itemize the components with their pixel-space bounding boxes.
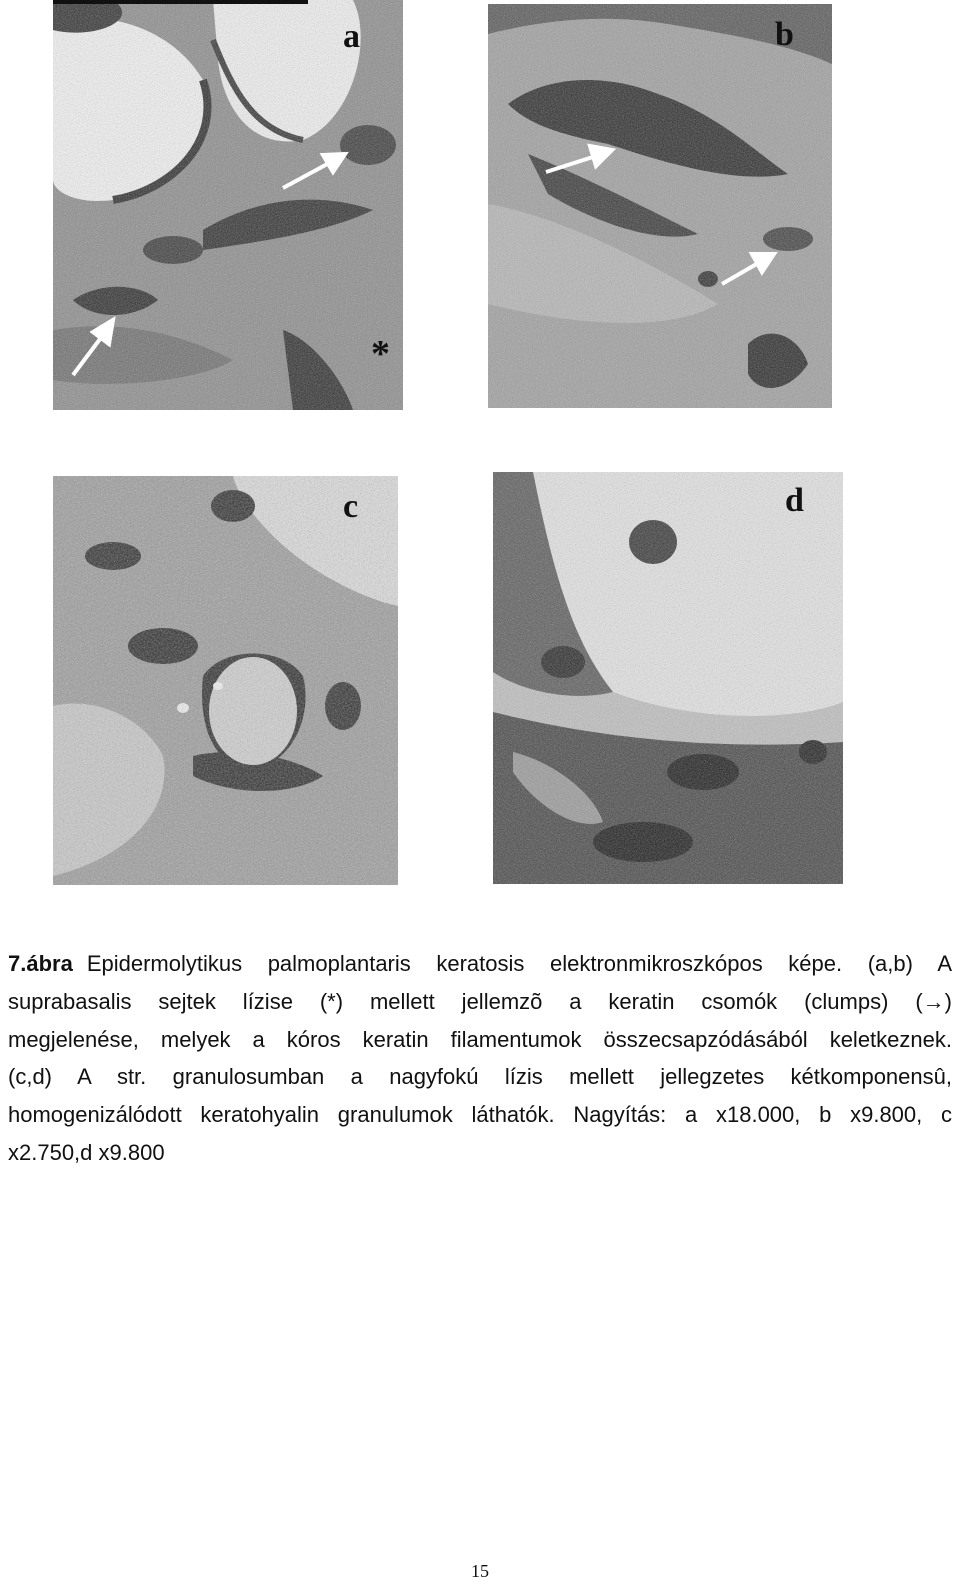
panel-label-c: c [343, 488, 359, 525]
micrograph-image-a [53, 0, 403, 410]
caption-line-3: megjelenése, melyek a kóros keratin filamentumok összecsapzódásából keletkeznek. [8, 1026, 952, 1052]
micrograph-image-d [493, 472, 843, 884]
micrograph-image-c [53, 476, 398, 885]
caption-line-2: suprabasalis sejtek lízise (*) mellett jellemzõ a keratin csomók (clumps) (→) [8, 988, 952, 1014]
micrograph-panel-c [53, 476, 398, 885]
panel-label-a: a [343, 18, 360, 55]
caption-line-6: x2.750,d x9.800 [8, 1139, 165, 1165]
lysis-asterisk: * [371, 333, 390, 375]
caption-line-5: homogenizálódott keratohyalin granulumok láthatók. Nagyítás: a x18.000, b x9.800, c [8, 1102, 952, 1128]
figure-label: 7.ábra [8, 951, 73, 976]
caption-text: Epidermolytikus palmoplantaris keratosis elektronmikroszkópos képe. (a,b) A [86, 951, 952, 976]
page-number: 15 [471, 1561, 489, 1581]
figure-caption [8, 945, 952, 1172]
caption-line-4: (c,d) A str. granulosumban a nagyfokú lízis mellett jellegzetes kétkomponensû, [8, 1064, 952, 1090]
panel-label-d: d [785, 482, 804, 519]
caption-line-1 [8, 945, 952, 983]
micrograph-panel-a [53, 0, 403, 410]
micrograph-image-b [488, 4, 832, 408]
panel-label-b: b [775, 16, 794, 53]
micrograph-panel-b [488, 4, 832, 408]
micrograph-panel-d [493, 472, 843, 884]
